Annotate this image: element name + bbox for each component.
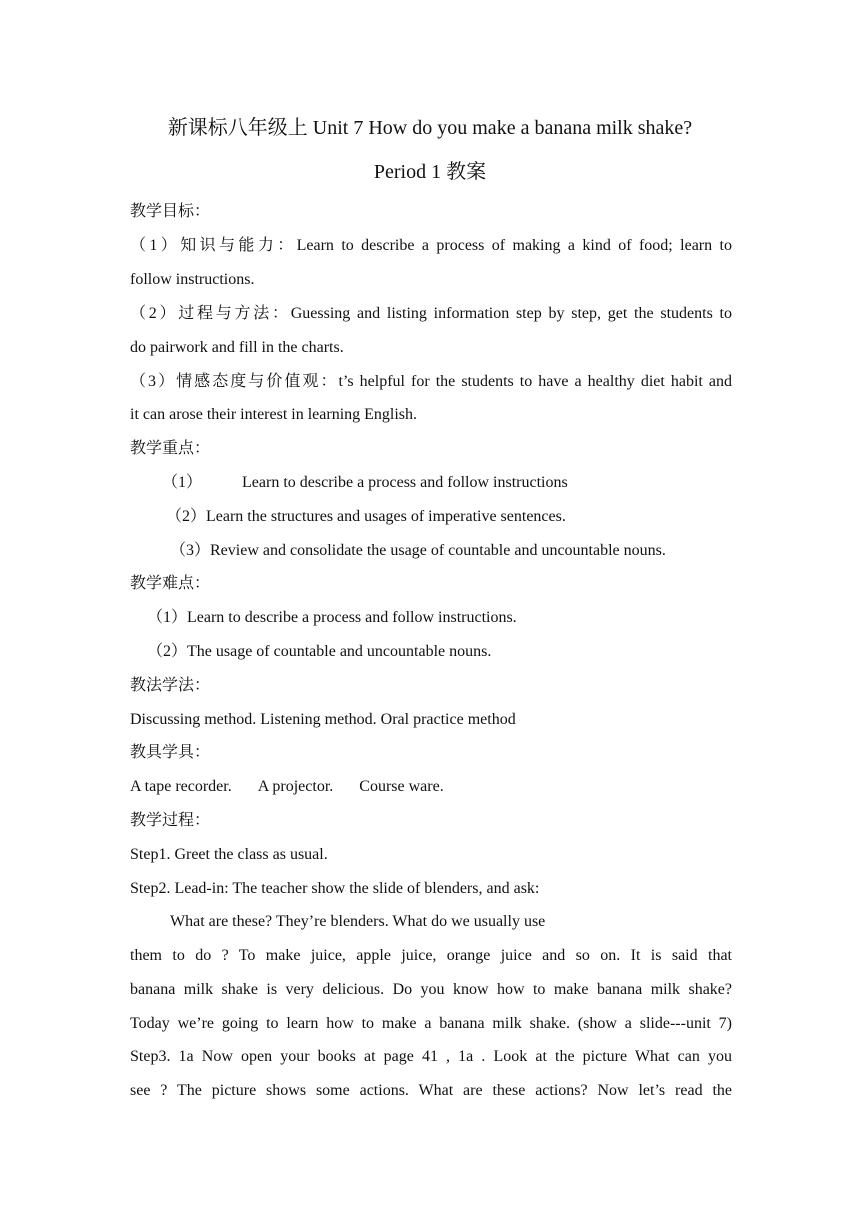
step-2-line-3: banana milk shake is very delicious. Do you know how to make banana milk shake? <box>130 981 732 998</box>
step-3-line-1: Step3. 1a Now open your books at page 41 , 1a . Look at the picture What can you <box>130 1048 732 1065</box>
aid-2: A projector. <box>257 778 334 795</box>
objective-1-line-1: （1）知识与能力：Learn to describe a process of making a kind of food; learn to <box>130 237 732 254</box>
objectives-heading: 教学目标： <box>130 203 211 220</box>
key-point-1-text: Learn to describe a process and follow instructions <box>242 474 568 491</box>
step-3-line-2: see ? The picture shows some actions. What are these actions? Now let’s read the <box>130 1082 732 1099</box>
key-point-2: （2）Learn the structures and usages of imperative sentences. <box>166 508 566 525</box>
aid-1: A tape recorder. <box>130 778 232 795</box>
step-1: Step1. Greet the class as usual. <box>130 846 328 863</box>
key-points-heading: 教学重点： <box>130 440 211 457</box>
step-2-question: What are these? They’re blenders. What do we usually use <box>170 913 546 930</box>
objective-1-line-2: follow instructions. <box>130 271 255 288</box>
key-point-1 <box>162 473 722 493</box>
step-2-line-2: them to do ? To make juice, apple juice, orange juice and so on. It is said that <box>130 947 732 964</box>
document-subtitle: Period 1 教案 <box>373 161 487 183</box>
key-point-3: （3）Review and consolidate the usage of countable and uncountable nouns. <box>170 542 666 559</box>
difficulty-1: （1）Learn to describe a process and follow instructions. <box>147 609 517 626</box>
key-point-1-number: （1） <box>162 474 203 491</box>
process-heading: 教学过程： <box>130 812 211 829</box>
aids-list <box>130 777 732 797</box>
objective-2-line-1: （2）过程与方法：Guessing and listing information step by step, get the students to <box>130 305 732 322</box>
objective-3-line-2: it can arose their interest in learning English. <box>130 406 418 423</box>
objective-3-line-1: （3）情感态度与价值观：t’s helpful for the students to have a healthy diet habit and <box>130 373 732 390</box>
methods-text: Discussing method. Listening method. Oral practice method <box>130 711 516 728</box>
difficulty-2: （2）The usage of countable and uncountable nouns. <box>147 643 492 660</box>
step-2-line-4: Today we’re going to learn how to make a banana milk shake. (show a slide---unit 7) <box>130 1015 732 1032</box>
aid-3: Course ware. <box>359 778 444 795</box>
objective-2-line-2: do pairwork and fill in the charts. <box>130 339 344 356</box>
aids-heading: 教具学具： <box>130 744 211 761</box>
document-title: 新课标八年级上 Unit 7 How do you make a banana milk shake? <box>167 117 693 139</box>
methods-heading: 教法学法： <box>130 677 211 694</box>
difficulties-heading: 教学难点： <box>130 575 211 592</box>
step-2: Step2. Lead-in: The teacher show the slide of blenders, and ask: <box>130 880 540 897</box>
